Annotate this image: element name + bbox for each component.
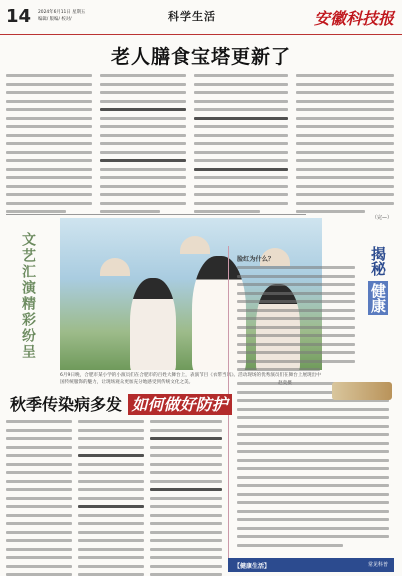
article2-headline-highlight: 如何做好防护 — [128, 394, 232, 415]
performer — [130, 278, 176, 370]
section-title: 科学生活 — [168, 10, 216, 23]
article-column-4 — [296, 74, 394, 219]
health-text-bottom — [237, 382, 389, 552]
article-end-mark: （完—） — [371, 215, 392, 221]
page-header — [0, 0, 402, 35]
health-article-title: 脸红为什么？ — [237, 256, 275, 263]
fan-prop — [180, 236, 210, 254]
health-vertical-tag — [368, 246, 389, 315]
health-footer-bar — [228, 558, 394, 572]
date-line: 2024年6月11日 星期五 — [38, 10, 86, 15]
article2-headline — [10, 392, 232, 415]
editor-line: 编辑/ 版编/ 校对/ — [38, 17, 72, 22]
fan-prop — [100, 258, 130, 276]
health-footer-right: 常见科普 — [367, 562, 388, 568]
article2-column-1 — [6, 420, 72, 576]
health-column — [228, 246, 395, 572]
masthead-logo: 安徽科技报 — [313, 9, 394, 28]
page-number: 14 — [6, 6, 32, 27]
article-headline: 老人膳食宝塔更新了 — [110, 46, 291, 68]
health-text-top — [237, 266, 355, 377]
health-footer-label: 【健康生活】 — [234, 563, 271, 570]
section-divider — [6, 214, 306, 215]
tag-mid: 健康 — [369, 283, 387, 314]
article2-headline-plain: 秋季传染病多发 — [10, 395, 123, 414]
vertical-title: 文艺汇演精彩纷呈 — [20, 232, 36, 360]
tag-top: 揭秘 — [369, 246, 387, 276]
article-column-1 — [6, 74, 92, 219]
decorative-corner-graphic — [332, 382, 392, 400]
article-column-3 — [194, 74, 288, 219]
article2-column-2 — [78, 420, 144, 576]
article-column-2 — [100, 74, 186, 219]
photo-caption: 6月9日晚，合肥市某小学的小演员们在合肥市的百姓大舞台上，表演节目《衣带当风》。活动现场的优秀演员们在舞台上展现出中国传统服饰的魅力，让现场观众更加充分地感受到传统文化之美。 — [60, 373, 321, 385]
article2-column-3 — [150, 420, 222, 576]
